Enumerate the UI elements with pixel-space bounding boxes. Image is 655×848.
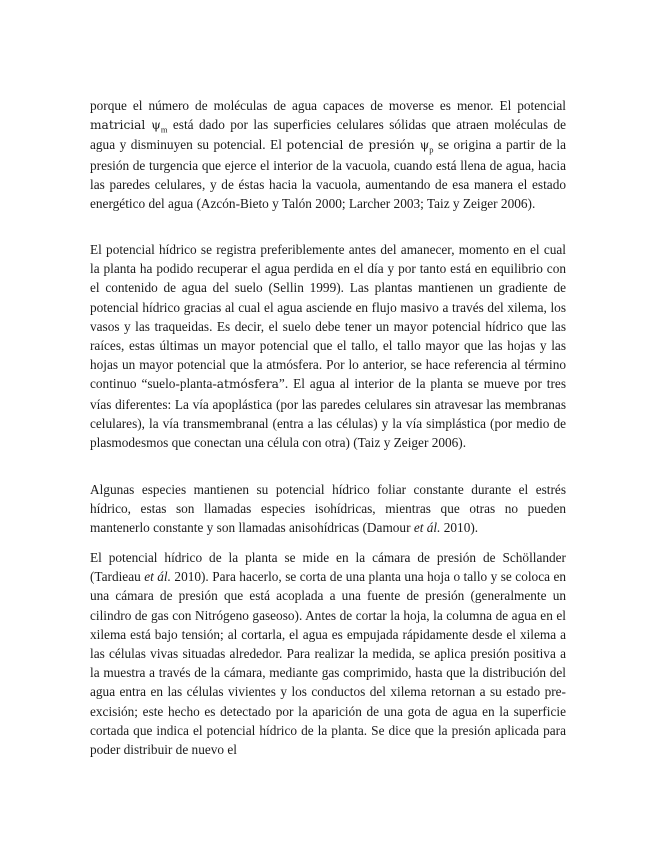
paragraph-3 (90, 480, 566, 538)
subscript-p: p (429, 145, 434, 156)
paragraph-4-text-a: El potencial hídrico de la planta se mide en la cámara de presión de Schöllander (Tardieau (90, 550, 566, 585)
paragraph-3-text-b: 2010). (440, 520, 479, 536)
term-potencial-de-presion: potencial de presión ψ (286, 138, 430, 153)
paragraph-1-text-a: porque el número de moléculas de agua capaces de moverse es menor. El potencial (90, 98, 566, 113)
paragraph-4-text-b: 2010). Para hacerlo, se corta de una planta una hoja o tallo y se coloca en una cámara de presión que está acoplada a una fuente de presión (generalmente un cilindro de gas con Nitrógeno gaseoso). Antes de cortar la hoja, la columna de agua en el xilema está bajo tensión; al cortarla, el agua es empujada rápidamente desde el xilema a las células vivas situadas alrededor. Para realizar la medida, se aplica presión positiva a la muestra a través de la cámara, mediante gas comprimido, hasta que la distribución del agua entra en las células vivientes y los conductos del xilema retornan a su estado pre-excisión; este hecho es detectado por la aparición de una gota de agua en la superficie cortada que indica el potencial hídrico de la planta. Se dice que la presión aplicada para poder distribuir de nuevo el (90, 569, 567, 758)
paragraph-2-text-a: El potencial hídrico se registra preferiblemente antes del amanecer, momento en el cual la planta ha podido recuperar el agua perdida en el día y por tanto está en equilibrio con el contenido de agua del suelo (Sellin 1999). Las plantas mantienen un gradiente de potencial hídrico gracias al cual el agua asciende en flujo masivo a través del xilema, los vasos y las traqueidas. Es decir, el suelo debe tener un mayor potencial hídrico que las raíces, estas últimas un mayor potencial que el tallo, el tallo mayor que las hojas y las hojas un mayor potencial que la atmósfera. Por lo anterior, se hace referencia al término continuo “suelo-planta- (90, 242, 566, 392)
term-atmosfera: atmósfera (216, 377, 279, 392)
citation-et-al: et ál. (413, 520, 441, 536)
paragraph-1 (90, 96, 566, 213)
subscript-m: m (160, 124, 168, 135)
term-matricial: matricial ψ (90, 118, 161, 133)
citation-et-al: et ál. (144, 569, 171, 585)
paragraph-1-text-c: se origina a partir de la presión de turgencia que ejerce el interior de la vacuola, cuando está llena de agua, hacia las paredes celulares, y de éstas hacia la vacuola, aumentando de esa manera el estado energético del agua (Azcón-Bieto y Talón 2000; Larcher 2003; Taiz y Zeiger 2006). (90, 137, 566, 212)
paragraph-3-text-a: Algunas especies mantienen su potencial hídrico foliar constante durante el estrés hídrico, estas son llamadas especies isohídricas, mientras que otras no pueden mantenerlo constante y son llamadas anisohídricas (Damour (90, 482, 566, 536)
paragraph-2 (90, 240, 566, 452)
paragraph-2-text-b: ”. El agua al interior de la planta se mueve por tres vías diferentes: La vía apoplástica (por las paredes celulares sin atravesar las membranas celulares), la vía transmembranal (entra a las células) y la vía simplástica (por medio de plasmodesmos que conectan una célula con otra) (Taiz y Zeiger 2006). (90, 376, 567, 451)
paragraph-1-text-b: está dado por las superficies celulares sólidas que atraen moléculas de agua y disminuyen su potencial. El (90, 117, 566, 153)
paragraph-4 (90, 548, 566, 759)
